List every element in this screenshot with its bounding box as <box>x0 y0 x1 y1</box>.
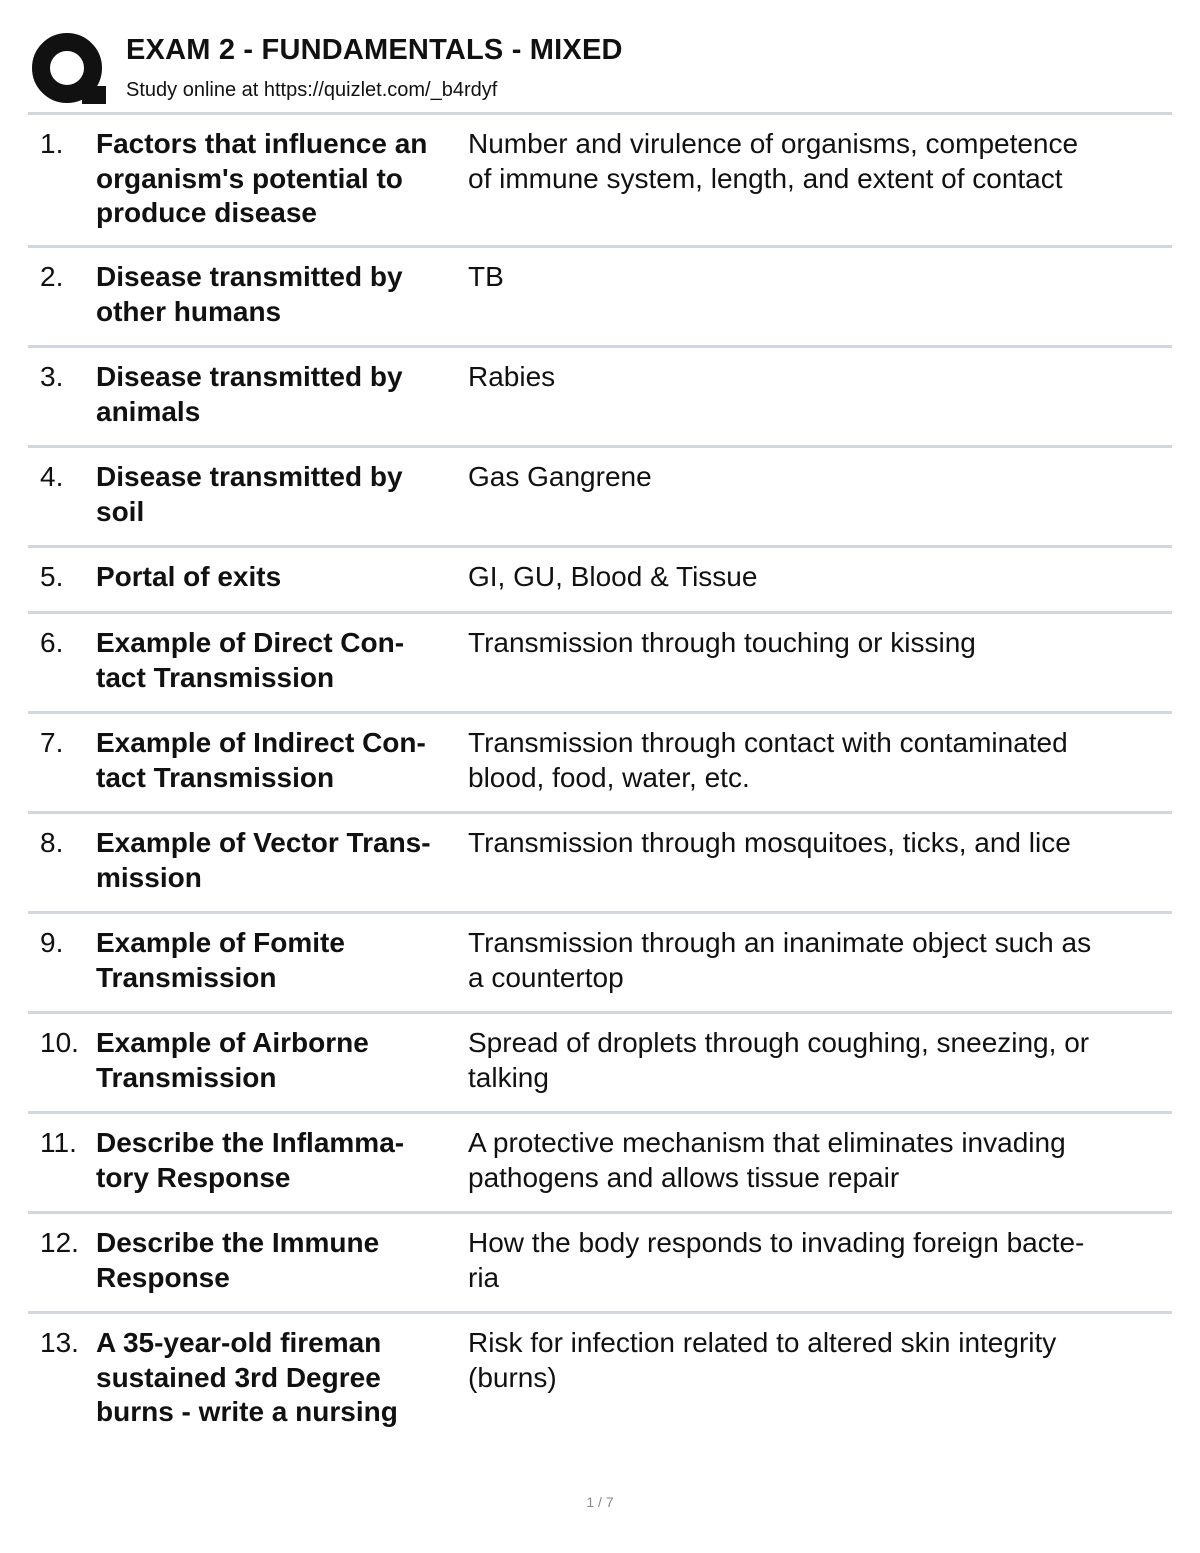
term-line: Example of Airborne <box>96 1027 369 1058</box>
term-line: animals <box>96 395 201 427</box>
card-definition <box>468 1326 1168 1395</box>
card-number: 1. <box>40 128 64 159</box>
card-number: 10. <box>40 1027 79 1058</box>
term-line: Transmission <box>96 961 277 993</box>
flashcard-row <box>28 448 1172 548</box>
term-line: Factors that influence an <box>96 128 428 159</box>
definition-line: Transmission through touching or kissing <box>468 627 976 658</box>
flashcard-row <box>28 1214 1172 1314</box>
term-line: Example of Fomite <box>96 927 345 958</box>
definition-line: Number and virulence of organisms, competence <box>468 128 1079 159</box>
card-term <box>96 626 466 695</box>
definition-line: TB <box>468 261 504 292</box>
card-definition <box>468 926 1168 995</box>
card-term <box>96 726 466 795</box>
card-number: 11. <box>40 1127 77 1158</box>
term-line: Portal of exits <box>96 561 282 592</box>
card-term <box>96 260 466 329</box>
definition-line: A protective mechanism that eliminates invading <box>468 1127 1066 1158</box>
flashcard-row <box>28 1314 1172 1444</box>
flashcard-row <box>28 814 1172 914</box>
card-definition <box>468 560 1168 595</box>
term-line: tact Transmission <box>96 761 335 793</box>
term-line: other humans <box>96 295 282 327</box>
flashcard-row <box>28 348 1172 448</box>
page-indicator: 1 / 7 <box>586 1494 614 1510</box>
definition-line: Rabies <box>468 361 556 392</box>
definition-line: How the body responds to invading foreign bacte- <box>468 1227 1085 1258</box>
card-number: 8. <box>40 827 64 858</box>
term-line: Disease transmitted by <box>96 461 403 492</box>
term-line: produce disease <box>96 197 317 228</box>
card-definition <box>468 1226 1168 1295</box>
card-definition <box>468 460 1168 495</box>
quizlet-q-logo-icon <box>30 30 108 108</box>
term-line: Example of Direct Con- <box>96 627 405 658</box>
card-definition <box>468 826 1168 861</box>
flashcard-list <box>28 115 1172 1444</box>
term-line: Disease transmitted by <box>96 261 403 292</box>
definition-line: Transmission through an inanimate object such as <box>468 927 1092 958</box>
term-line: Describe the Inflamma- <box>96 1127 405 1158</box>
card-number: 13. <box>40 1327 79 1358</box>
card-definition <box>468 360 1168 395</box>
definition-line: Transmission through contact with contaminated <box>468 727 1068 758</box>
flashcard-row <box>28 248 1172 348</box>
card-definition <box>468 1026 1168 1095</box>
card-number: 4. <box>40 461 64 492</box>
term-line: Disease transmitted by <box>96 361 403 392</box>
term-line: A 35-year-old fireman <box>96 1327 382 1358</box>
card-term <box>96 1226 466 1295</box>
card-term <box>96 127 466 231</box>
card-definition <box>468 626 1168 661</box>
flashcard-row <box>28 914 1172 1014</box>
definition-line: of immune system, length, and extent of contact <box>468 162 1063 194</box>
card-term <box>96 926 466 995</box>
definition-line: (burns) <box>468 1361 557 1393</box>
card-term <box>96 560 466 595</box>
term-line: Example of Indirect Con- <box>96 727 426 758</box>
card-definition <box>468 260 1168 295</box>
study-link-text: Study online at https://quizlet.com/_b4rdyf <box>126 79 498 101</box>
term-line: Describe the Immune <box>96 1227 380 1258</box>
card-term <box>96 460 466 529</box>
definition-line: pathogens and allows tissue repair <box>468 1161 900 1193</box>
card-number: 6. <box>40 627 64 658</box>
card-term <box>96 1326 466 1430</box>
definition-line: a countertop <box>468 961 624 993</box>
flashcard-row <box>28 614 1172 714</box>
flashcard-row <box>28 115 1172 248</box>
card-term <box>96 360 466 429</box>
card-definition <box>468 726 1168 795</box>
definition-line: Gas Gangrene <box>468 461 652 492</box>
term-line: mission <box>96 861 202 893</box>
card-number: 12. <box>40 1227 79 1258</box>
card-definition <box>468 127 1168 196</box>
term-line: soil <box>96 495 145 527</box>
term-line: burns - write a nursing <box>96 1396 398 1427</box>
flashcard-row <box>28 714 1172 814</box>
term-line: Example of Vector Trans- <box>96 827 431 858</box>
term-line: Response <box>96 1261 230 1293</box>
term-line: sustained 3rd Degree <box>96 1361 381 1393</box>
card-term <box>96 1126 466 1195</box>
definition-line: Risk for infection related to altered skin integrity <box>468 1327 1057 1358</box>
card-definition <box>468 1126 1168 1195</box>
card-term <box>96 1026 466 1095</box>
definition-line: Transmission through mosquitoes, ticks, and lice <box>468 827 1071 858</box>
flashcard-row <box>28 1014 1172 1114</box>
definition-line: talking <box>468 1061 549 1093</box>
card-number: 7. <box>40 727 64 758</box>
term-line: tact Transmission <box>96 661 335 693</box>
term-line: Transmission <box>96 1061 277 1093</box>
card-number: 5. <box>40 561 64 592</box>
card-number: 2. <box>40 261 64 292</box>
definition-line: Spread of droplets through coughing, sneezing, or <box>468 1027 1090 1058</box>
card-number: 3. <box>40 361 64 392</box>
term-line: organism's potential to <box>96 162 403 194</box>
term-line: tory Response <box>96 1161 291 1193</box>
card-number: 9. <box>40 927 64 958</box>
page-header <box>28 28 1172 112</box>
definition-line: ria <box>468 1261 500 1293</box>
flashcard-row <box>28 1114 1172 1214</box>
flashcard-row <box>28 548 1172 614</box>
definition-line: blood, food, water, etc. <box>468 761 750 793</box>
card-term <box>96 826 466 895</box>
page-title: EXAM 2 - FUNDAMENTALS - MIXED <box>126 34 623 66</box>
definition-line: GI, GU, Blood & Tissue <box>468 561 758 592</box>
